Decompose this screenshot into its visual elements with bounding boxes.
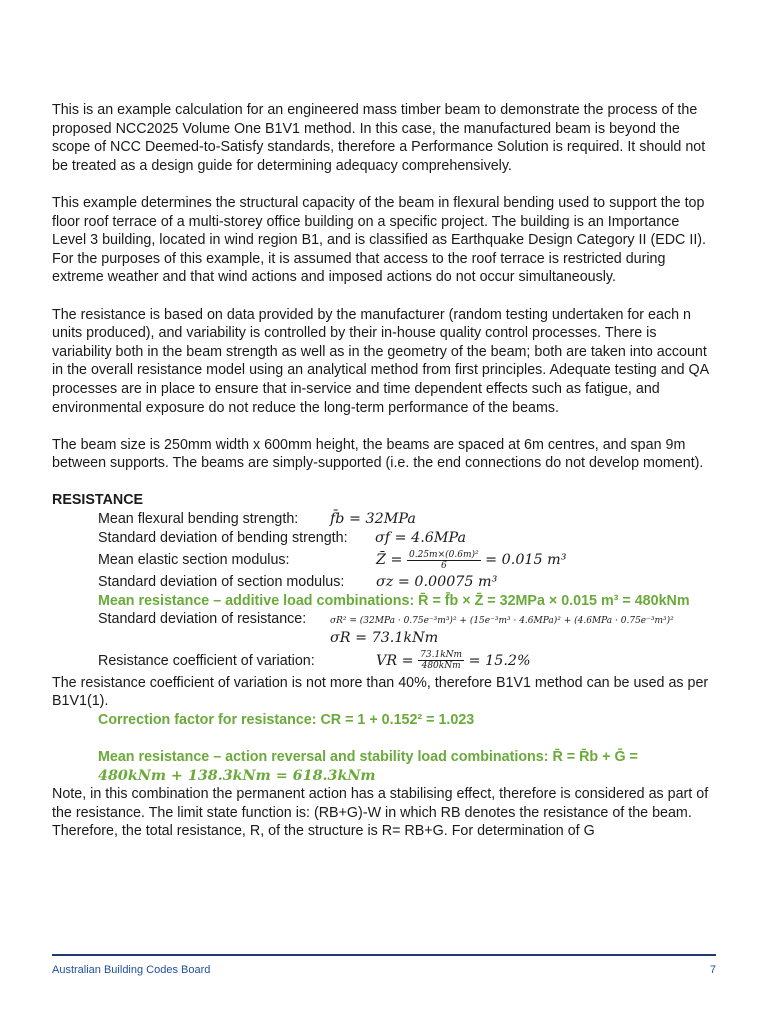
- sd-section-value: σz = 0.00075 m³: [376, 574, 498, 591]
- mean-elastic-formula: [376, 547, 566, 573]
- sd-section-label: Standard deviation of section modulus:: [98, 574, 345, 591]
- mean-flexural-value: f̄b = 32MPa: [330, 511, 416, 528]
- cov-fraction: [418, 650, 464, 671]
- mean-resistance-reversal-line2: 480kNm + 138.3kNm = 618.3kNm: [98, 767, 376, 784]
- mean-elastic-rhs: = 0.015 m³: [485, 552, 567, 569]
- page-number: 7: [709, 964, 716, 976]
- document-body: [52, 101, 716, 841]
- sd-resistance-label: Standard deviation of resistance:: [98, 611, 307, 628]
- mean-elastic-label: Mean elastic section modulus:: [98, 552, 290, 569]
- mean-flexural-label: Mean flexural bending strength:: [98, 511, 299, 528]
- mean-resistance-additive: Mean resistance – additive load combinations: R̄ = f̄b × Z̄ = 32MPa × 0.015 m³ = 480kNm: [98, 592, 690, 609]
- mean-elastic-lhs: Z̄ =: [376, 552, 403, 569]
- mean-elastic-denominator: 6: [440, 560, 447, 571]
- scope-paragraph: This example determines the structural capacity of the beam in flexural bending used to support the top floor roof terrace of a multi-storey office building on a specific project. The building is an Importance Level 3 building, located in wind region B1, and is classified as Earthquake Design Category II (EDC II). For the purposes of this example, it is assumed that access to the roof terrace is restricted during extreme weather and that wind actions and imposed actions do not occur simultaneously.: [52, 194, 707, 286]
- intro-paragraph: This is an example calculation for an engineered mass timber beam to demonstrate the process of the proposed NCC2025 Volume One B1V1 method. In this case, the manufactured beam is beyond the scope of NCC Deemed-to-Satisfy standards, therefore a Performance Solution is required. It should not be treated as a design guide for determining adequacy comprehensively.: [52, 102, 706, 174]
- mean-resistance-reversal-row-2: [52, 767, 716, 786]
- resistance-heading: RESISTANCE: [52, 492, 144, 509]
- cov-lhs: VR =: [376, 652, 414, 669]
- correction-factor-row: [52, 711, 716, 730]
- sd-resistance-formula: σR² = (32MPa · 0.75e⁻³m³)² + (15e⁻³m³ · 4.6MPa)² + (4.6MPa · 0.75e⁻³m³)²: [330, 616, 674, 627]
- mean-resistance-reversal-row: [52, 748, 716, 767]
- stabilising-note: Note, in this combination the permanent action has a stabilising effect, therefore is considered as part of the resistance. The limit state function is: (RB+G)-W in which RB denotes the resistance of the beam. Therefore, the total resistance, R, of the structure is R= RB+G. For determination of G: [52, 786, 709, 840]
- cov-note: The resistance coefficient of variation is not more than 40%, therefore B1V1 method can be used as per B1V1(1).: [52, 674, 709, 710]
- mean-flexural-row: [52, 510, 716, 529]
- cov-row: [52, 648, 716, 674]
- mean-elastic-fraction: [407, 550, 481, 571]
- cov-label: Resistance coefficient of variation:: [98, 652, 315, 669]
- mean-resistance-additive-row: [52, 592, 716, 611]
- sd-bending-value: σf = 4.6MPa: [375, 529, 466, 546]
- footer-divider: [52, 954, 716, 956]
- mean-resistance-reversal-line1: Mean resistance – action reversal and stability load combinations: R̄ = R̄b + Ḡ =: [98, 749, 638, 765]
- cov-formula: [376, 648, 531, 674]
- sd-section-row: [52, 573, 716, 592]
- correction-factor: Correction factor for resistance: CR = 1 + 0.152² = 1.023: [98, 711, 475, 728]
- cov-numerator: 73.1kNm: [420, 650, 463, 661]
- beam-size-paragraph: The beam size is 250mm width x 600mm height, the beams are spaced at 6m centres, and span 9m between supports. The beams are simply-supported (i.e. the end connections do not develop moment).: [52, 436, 704, 472]
- sd-resistance-value: σR = 73.1kNm: [330, 630, 439, 647]
- sd-resistance-row: [52, 610, 716, 629]
- sd-bending-label: Standard deviation of bending strength:: [98, 529, 348, 546]
- mean-elastic-numerator: 0.25m×(0.6m)²: [409, 549, 479, 560]
- sd-bending-row: [52, 529, 716, 548]
- sd-resistance-value-row: [52, 629, 716, 648]
- cov-rhs: = 15.2%: [468, 652, 531, 669]
- resistance-basis-paragraph: The resistance is based on data provided by the manufacturer (random testing undertaken for each n units produced), and variability is controlled by their in-house quality control processes. There is variability both in the beam strength as well as in the geometry of the beam; both are taken into account in the overall resistance model using an analytical method from first principles. Adequate testing and QA processes are in place to ensure that in-service and time dependent effects such as fatigue, and environmental exposure do not reduce the long-term performance of the beams.: [52, 306, 709, 416]
- cov-denominator: 480kNm: [421, 661, 461, 672]
- mean-elastic-row: [52, 547, 716, 573]
- footer-org: Australian Building Codes Board: [52, 964, 211, 976]
